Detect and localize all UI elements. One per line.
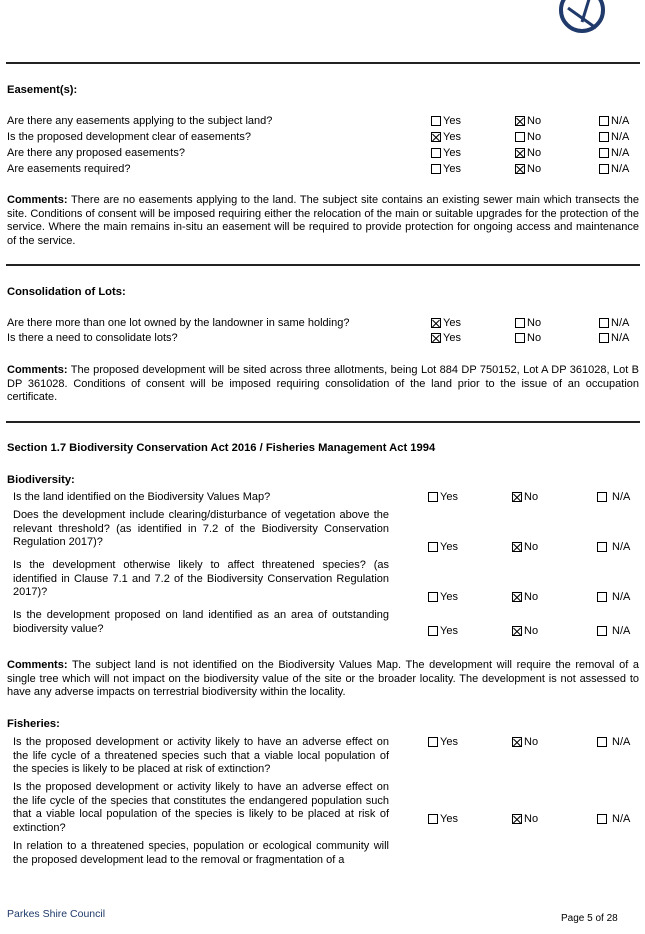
comments-consolidation: Comments: The proposed development will be sited across three allotments, being Lot 884 DP 750152, Lot A DP 361028, Lot B DP 361028. Conditions of consent will be imposed requiring consolidation of the land prior to the issue of an occupation certificate. — [7, 364, 640, 403]
yes-option[interactable]: Yes — [431, 332, 461, 344]
na-option[interactable]: N/A — [599, 163, 629, 175]
checkbox-checked-icon — [515, 116, 525, 126]
comments-easements: Comments: There are no easements applying to the land. The subject site contains an existing sewer main which transects the site. Conditions of consent will be imposed requiring either the relocation of the main or suitable upgrades for the protection of the service. Where the main remains in-situ an easement will be required to provide protection for ongoing access and maintenance of the service. — [7, 194, 639, 247]
checkbox-icon — [599, 116, 609, 126]
question: Are there any easements applying to the subject land? — [7, 115, 273, 127]
checkbox-icon — [428, 814, 438, 824]
question: Is the land identified on the Biodiversity Values Map? — [13, 491, 271, 503]
question: Is the development otherwise likely to affect threatened species? (as identified in Clause 7.1 and 7.2 of the Biodiversity Conservation Regulation 2017)? — [13, 559, 389, 598]
council-logo-icon — [556, 0, 608, 36]
divider — [6, 62, 640, 64]
checkbox-icon — [599, 318, 609, 328]
checkbox-icon — [431, 148, 441, 158]
section-heading-consolidation: Consolidation of Lots: — [7, 286, 126, 298]
comments-biodiversity: Comments: The subject land is not identified on the Biodiversity Values Map. The development will require the removal of a single tree which will not impact on the biodiversity value of the site or the broader locality. The development is not assessed to have any adverse impacts on terrestrial biodiversity within the locality. — [7, 659, 640, 698]
checkbox-icon — [599, 132, 609, 142]
checkbox-icon — [599, 333, 609, 343]
question: Are there more than one lot owned by the landowner in same holding? — [7, 317, 350, 329]
question: Are easements required? — [7, 163, 131, 175]
checkbox-icon — [597, 492, 607, 502]
checkbox-icon — [515, 318, 525, 328]
na-option[interactable]: N/A — [599, 332, 629, 344]
na-option[interactable]: N/A — [599, 147, 629, 159]
checkbox-checked-icon — [515, 148, 525, 158]
checkbox-checked-icon — [512, 814, 522, 824]
checkbox-checked-icon — [512, 492, 522, 502]
na-option[interactable]: N/A — [597, 541, 630, 553]
checkbox-icon — [599, 164, 609, 174]
checkbox-icon — [428, 542, 438, 552]
section-heading-1-7: Section 1.7 Biodiversity Conservation Act 2016 / Fisheries Management Act 1994 — [7, 442, 436, 454]
no-option[interactable]: No — [512, 736, 538, 748]
yes-option[interactable]: Yes — [428, 541, 458, 553]
page-number: Page 5 of 28 — [561, 913, 618, 924]
checkbox-checked-icon — [515, 164, 525, 174]
yes-option[interactable]: Yes — [431, 317, 461, 329]
checkbox-icon — [431, 164, 441, 174]
checkbox-icon — [597, 626, 607, 636]
section-heading-easements: Easement(s): — [7, 84, 78, 96]
na-option[interactable]: N/A — [599, 131, 629, 143]
yes-option[interactable]: Yes — [431, 147, 461, 159]
divider — [6, 264, 640, 266]
checkbox-checked-icon — [512, 592, 522, 602]
checkbox-icon — [599, 148, 609, 158]
question: Is the proposed development clear of easements? — [7, 131, 251, 143]
yes-option[interactable]: Yes — [431, 115, 461, 127]
question: In relation to a threatened species, population or ecological community will the proposed development lead to the removal or fragmentation of a — [13, 840, 389, 866]
na-option[interactable]: N/A — [599, 317, 629, 329]
no-option[interactable]: No — [515, 163, 541, 175]
na-option[interactable]: N/A — [597, 491, 630, 503]
checkbox-icon — [428, 592, 438, 602]
question: Is the proposed development or activity likely to have an adverse effect on the life cycle of a threatened species such that a viable local population of the species is likely to be placed at risk of extinction? — [13, 736, 389, 775]
question: Does the development include clearing/disturbance of vegetation above the relevant threshold? (as identified in 7.2 of the Biodiversity Conservation Regulation 2017)? — [13, 509, 389, 548]
no-option[interactable]: No — [515, 147, 541, 159]
checkbox-icon — [597, 737, 607, 747]
no-option[interactable]: No — [512, 591, 538, 603]
checkbox-icon — [428, 737, 438, 747]
checkbox-checked-icon — [512, 737, 522, 747]
no-option[interactable]: No — [512, 541, 538, 553]
yes-option[interactable]: Yes — [431, 163, 461, 175]
no-option[interactable]: No — [512, 625, 538, 637]
yes-option[interactable]: Yes — [428, 491, 458, 503]
checkbox-icon — [597, 592, 607, 602]
checkbox-icon — [597, 542, 607, 552]
checkbox-checked-icon — [431, 333, 441, 343]
yes-option[interactable]: Yes — [428, 736, 458, 748]
na-option[interactable]: N/A — [597, 625, 630, 637]
no-option[interactable]: No — [515, 131, 541, 143]
divider — [6, 421, 640, 423]
yes-option[interactable]: Yes — [428, 591, 458, 603]
no-option[interactable]: No — [512, 491, 538, 503]
na-option[interactable]: N/A — [599, 115, 629, 127]
question: Is the proposed development or activity likely to have an adverse effect on the life cycle of the species that constitutes the endangered population such that a viable local population of the species is likely to be placed at risk of extinction? — [13, 781, 389, 834]
na-option[interactable]: N/A — [597, 813, 630, 825]
checkbox-checked-icon — [431, 132, 441, 142]
na-option[interactable]: N/A — [597, 591, 630, 603]
subheading-biodiversity: Biodiversity: — [7, 474, 75, 486]
checkbox-checked-icon — [512, 626, 522, 636]
na-option[interactable]: N/A — [597, 736, 630, 748]
question: Is the development proposed on land identified as an area of outstanding biodiversity value? — [13, 609, 389, 635]
checkbox-checked-icon — [512, 542, 522, 552]
yes-option[interactable]: Yes — [428, 625, 458, 637]
checkbox-checked-icon — [431, 318, 441, 328]
subheading-fisheries: Fisheries: — [7, 718, 60, 730]
checkbox-icon — [428, 492, 438, 502]
yes-option[interactable]: Yes — [428, 813, 458, 825]
no-option[interactable]: No — [515, 317, 541, 329]
checkbox-icon — [431, 116, 441, 126]
no-option[interactable]: No — [515, 332, 541, 344]
no-option[interactable]: No — [515, 115, 541, 127]
checkbox-icon — [597, 814, 607, 824]
checkbox-icon — [515, 333, 525, 343]
question: Is there a need to consolidate lots? — [7, 332, 178, 344]
yes-option[interactable]: Yes — [431, 131, 461, 143]
footer-council-name: Parkes Shire Council — [7, 908, 106, 920]
checkbox-icon — [428, 626, 438, 636]
checkbox-icon — [515, 132, 525, 142]
question: Are there any proposed easements? — [7, 147, 185, 159]
no-option[interactable]: No — [512, 813, 538, 825]
